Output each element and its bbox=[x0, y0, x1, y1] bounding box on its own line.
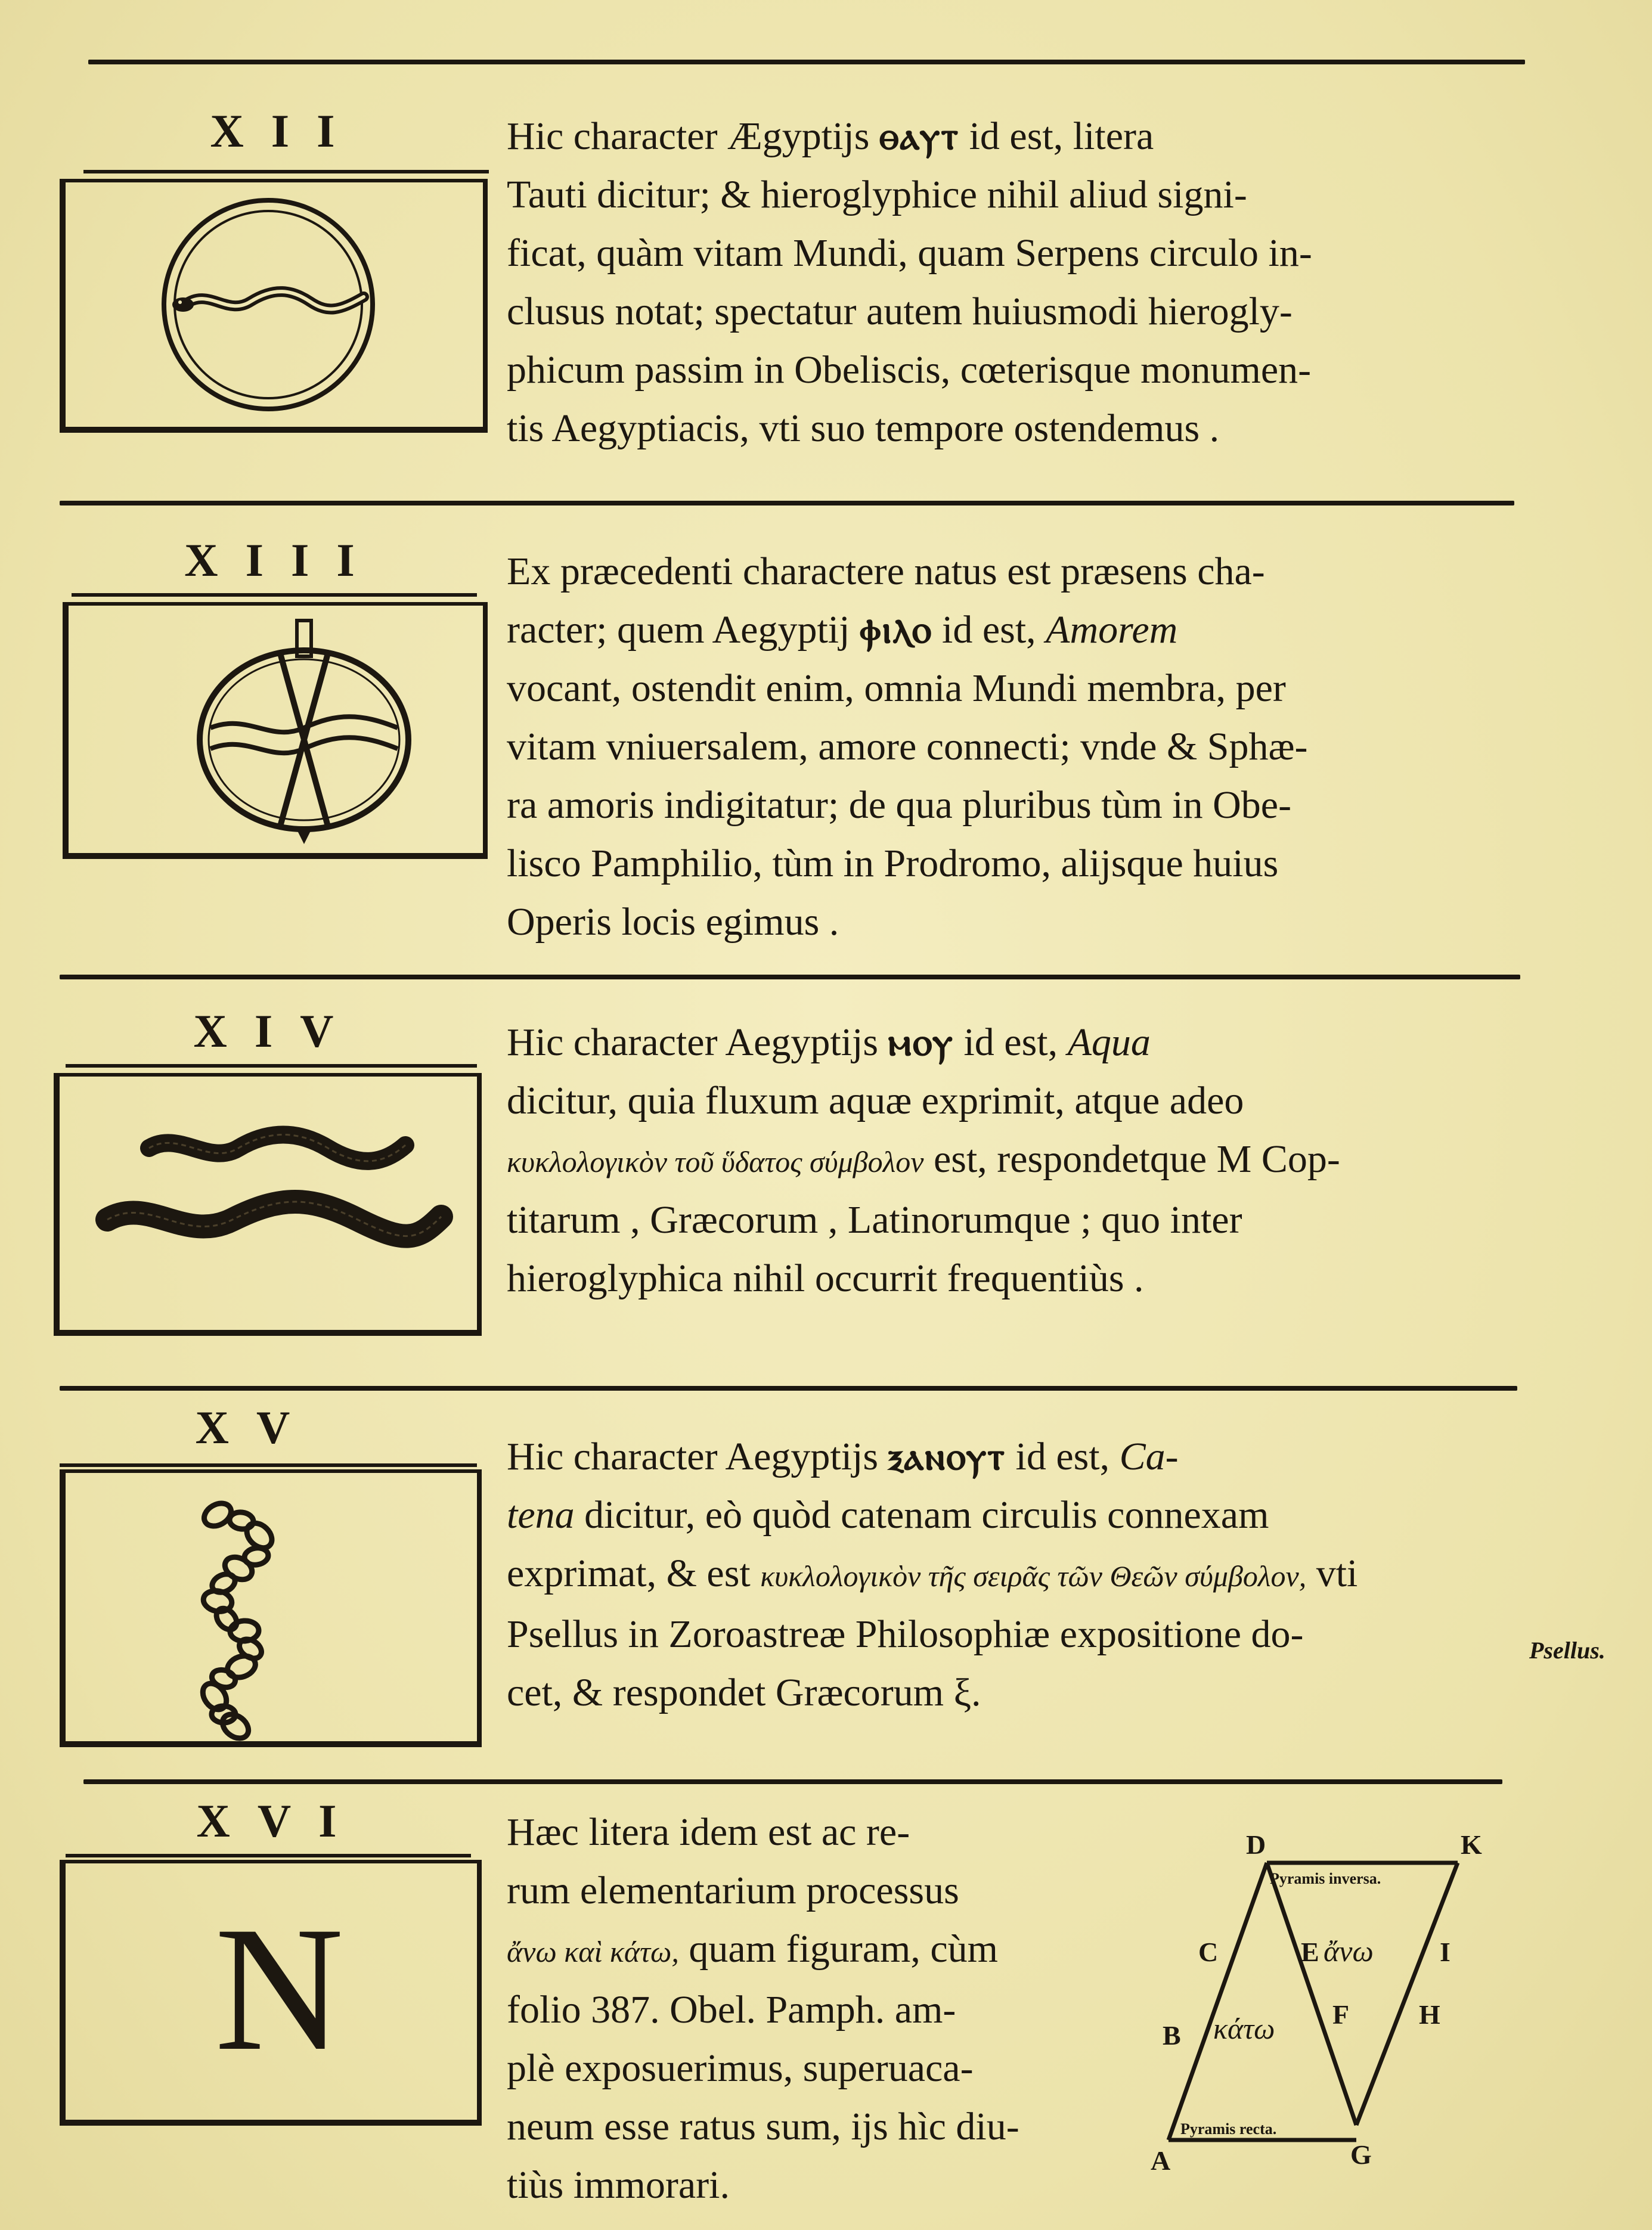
numeral-xv: XV bbox=[195, 1401, 318, 1453]
chain-link bbox=[212, 1605, 240, 1634]
figure-frame-xiii bbox=[63, 602, 488, 859]
label-b: B bbox=[1163, 2020, 1181, 2051]
water-waves-icon bbox=[60, 1077, 477, 1330]
figure-frame-xiv bbox=[54, 1073, 482, 1336]
section-text-xvi: Hæc litera idem est ac re- rum elementarium processus ἄνω καὶ κάτω, quam figuram, cùm folio 387. Obel. Pamph. am- plè exposuerimus, superuaca- neum esse ratus sum, ijs hìc diu- tiùs immorari. bbox=[507, 1810, 1019, 2207]
chain-links bbox=[198, 1499, 277, 1741]
label-d: D bbox=[1246, 1829, 1266, 1860]
margin-note: Psellus. bbox=[1529, 1637, 1605, 1664]
chain-link bbox=[221, 1553, 256, 1584]
figure-frame-xii bbox=[60, 179, 488, 433]
label-e: E bbox=[1301, 1937, 1319, 1967]
section-text-xiv: Hic character Aegyptijs ⲙⲟⲩ id est, Aqua dicitur, quia fluxum aquæ exprimit, atque adeo κυκλολογικὸν τοῦ ὕδατος σύμβολον est, respondetque M Cop- titarum , Græcorum , Latinorumque ; quo inter hieroglyphica nihil occurrit frequentiùs . bbox=[507, 1021, 1340, 1300]
greek-phrase: κυκλολογικὸν τῆς σειρᾶς τῶν Θεῶν σύμβολον, bbox=[760, 1559, 1307, 1593]
label-f: F bbox=[1332, 1999, 1350, 2030]
label-k: K bbox=[1461, 1829, 1482, 1860]
pyramid-diagram bbox=[1145, 1812, 1514, 2194]
section-rule bbox=[60, 975, 1520, 979]
numeral-rule-xiii bbox=[72, 593, 477, 597]
figure-frame-xv bbox=[60, 1469, 482, 1747]
label-g: G bbox=[1350, 2139, 1372, 2170]
section-text-xv: Hic character Aegyptijs ⲝⲁⲛⲟⲩⲧ id est, Ca- tena dicitur, eò quòd catenam circulis connexam exprimat, & est κυκλολογικὸν τῆς σειρᾶς τῶν Θεῶν σύμβολον, vti Psellus in Zoroastreæ Philosophiæ expositione do- cet, & respondet Græcorum ξ. bbox=[507, 1435, 1358, 1714]
figure-frame-xvi bbox=[60, 1860, 482, 2126]
numeral-rule-xvi bbox=[66, 1854, 471, 1857]
top-rule bbox=[88, 60, 1525, 64]
caption-pyramis-inversa: Pyramis inversa. bbox=[1270, 1870, 1381, 1887]
label-h: H bbox=[1419, 1999, 1440, 2030]
label-i: I bbox=[1440, 1937, 1450, 1967]
greek-phrase: ἄνω καὶ κάτω, bbox=[507, 1935, 679, 1968]
numeral-rule-xiv bbox=[66, 1064, 477, 1068]
label-a: A bbox=[1151, 2145, 1171, 2176]
serpent-in-circle-icon bbox=[66, 182, 483, 427]
section-rule bbox=[83, 1779, 1502, 1784]
sphere-of-love-icon bbox=[69, 606, 483, 853]
word-ano: ἄνω bbox=[1324, 1934, 1374, 1968]
section-rule bbox=[60, 1386, 1517, 1391]
greek-phrase: κυκλολογικὸν τοῦ ὕδατος σύμβολον bbox=[507, 1145, 924, 1178]
numeral-xvi: XVI bbox=[196, 1795, 364, 1847]
section-text-xii: Hic character Ægyptijs ⲑⲁⲩⲧ id est, litera Tauti dicitur; & hieroglyphice nihil aliud signi- ficat, quàm vitam Mundi, quam Serpens circulo in- clusus notat; spectatur autem huiusmodi hierogly- phicum passim in Obeliscis, cœterisque monumen- tis Aegyptiacis, vti suo tempore ostendemus . bbox=[507, 114, 1312, 450]
label-c: C bbox=[1198, 1937, 1219, 1967]
chain-link bbox=[225, 1652, 259, 1681]
chain-icon bbox=[66, 1473, 477, 1741]
numeral-xiii: XIII bbox=[184, 534, 382, 586]
section-text-xiii: Ex præcedenti charactere natus est præsens cha- racter; quem Aegyptij ⲫⲓⲗⲟ id est, Amorem vocant, ostendit enim, omnia Mundi membra, per vitam vniuersalem, amore connecti; vnde & Sphæ- ra amoris indigitatur; de qua pluribus tùm in Obe- lisco Pamphilio, tùm in Prodromo, alijsque huius Operis locis egimus . bbox=[507, 550, 1308, 944]
coptic-word: ⲝⲁⲛⲟⲩⲧ bbox=[888, 1435, 1006, 1478]
numeral-xiv: XIV bbox=[193, 1005, 361, 1057]
coptic-word: ⲑⲁⲩⲧ bbox=[879, 114, 960, 158]
caption-pyramis-recta: Pyramis recta. bbox=[1180, 2120, 1277, 2138]
numeral-xii: XII bbox=[210, 105, 362, 157]
word-kato: κάτω bbox=[1213, 2012, 1275, 2045]
section-rule bbox=[60, 501, 1514, 505]
coptic-word: ⲙⲟⲩ bbox=[888, 1021, 954, 1064]
numeral-rule-xv bbox=[60, 1463, 477, 1467]
numeral-rule-xii bbox=[83, 170, 489, 173]
letter-n: N bbox=[215, 1890, 344, 2088]
chain-link bbox=[218, 1710, 253, 1741]
coptic-word: ⲫⲓⲗⲟ bbox=[859, 608, 932, 652]
